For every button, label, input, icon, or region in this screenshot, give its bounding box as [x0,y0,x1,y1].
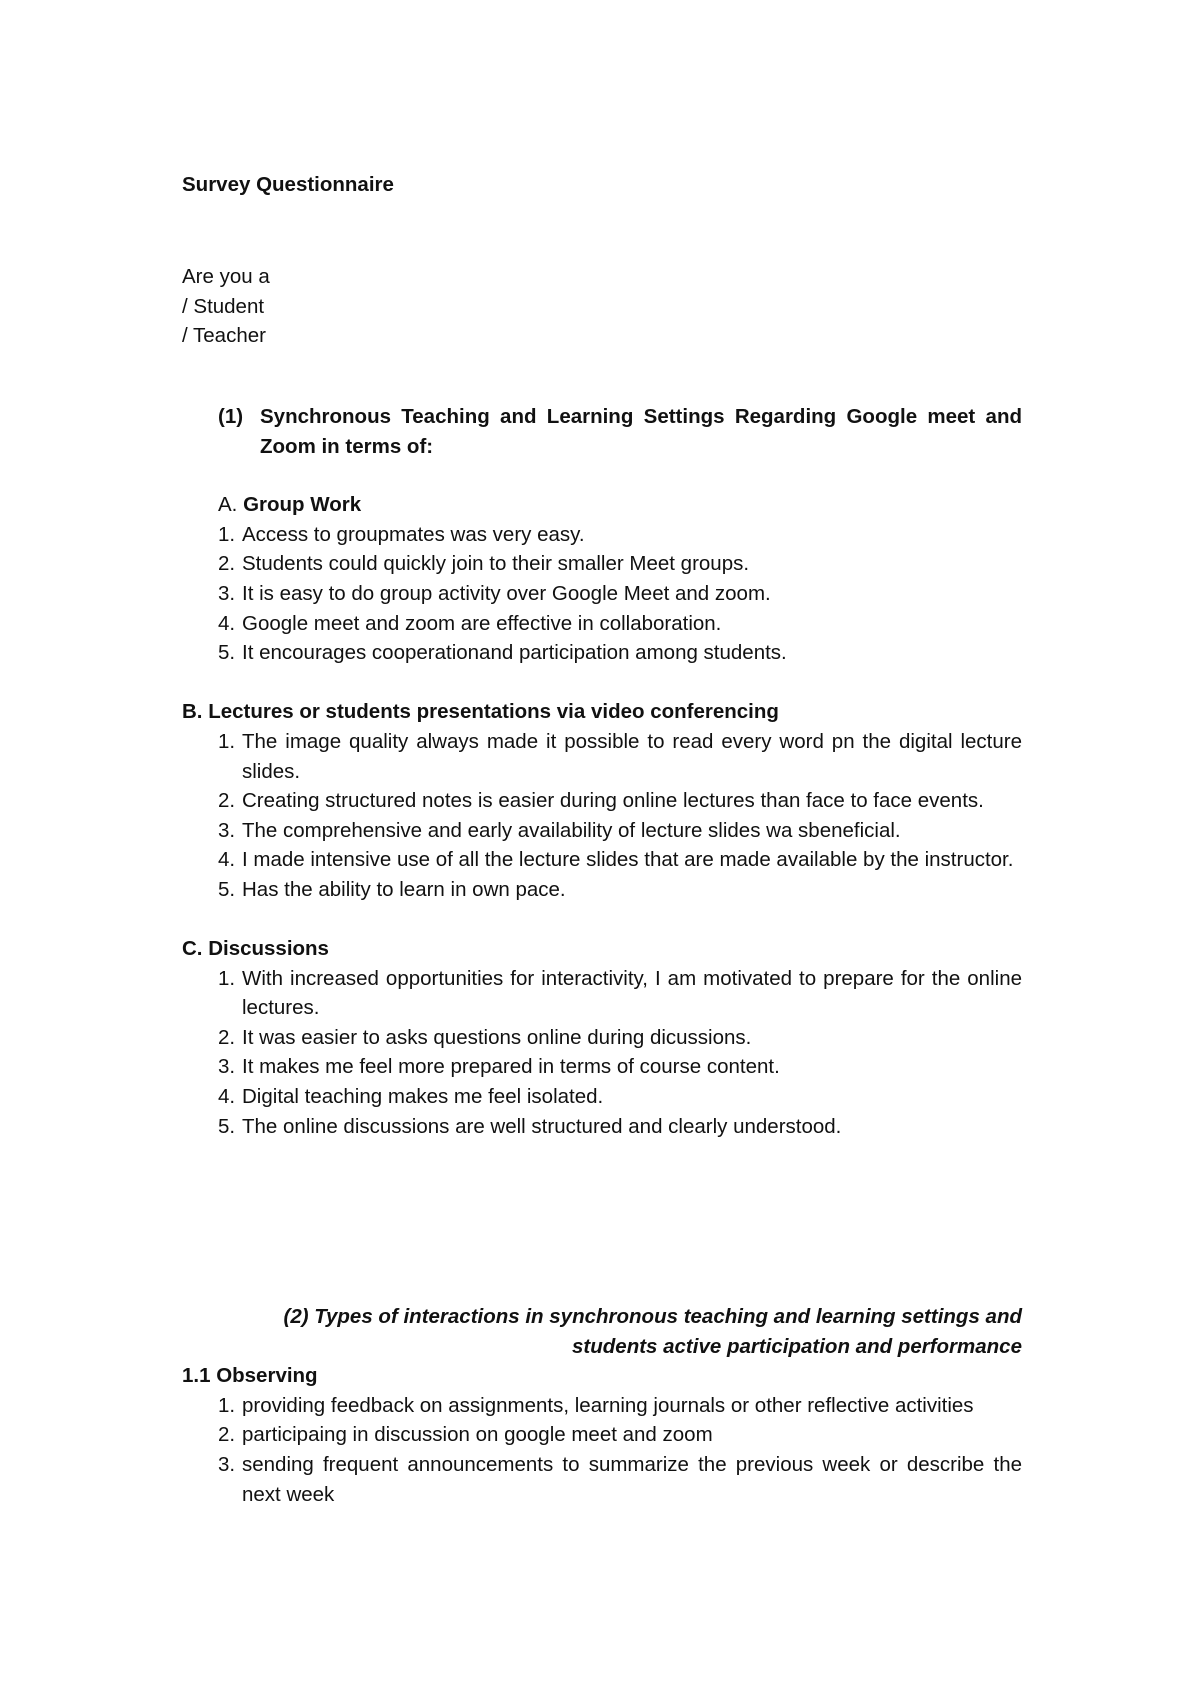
group-b-heading: B. Lectures or students presentations via video conferencing [182,700,779,724]
list-item: 1. The image quality always made it possible to read every word pn the digital lecture slides. [218,729,1022,783]
list-item: 4. Google meet and zoom are effective in collaboration. [218,611,722,635]
document-title: Survey Questionnaire [182,173,394,196]
list-item: 2. Students could quickly join to their smaller Meet groups. [218,552,750,576]
list-item: 1. providing feedback on assignments, learning journals or other reflective activities [218,1393,974,1417]
group-c-list [182,964,1022,1142]
respondent-question-block [182,262,270,351]
section-2-heading-line-1: (2) Types of interactions in synchronous teaching and learning settings and [283,1305,1022,1328]
group-a-heading [182,490,1022,520]
section-2-heading-line-2: students active participation and performance [572,1334,1022,1358]
list-item: 1. With increased opportunities for interactivity, I am motivated to prepare for the online lectures. [218,966,1022,1020]
respondent-question: Are you a [182,265,270,288]
list-item: 3. It is easy to do group activity over Google Meet and zoom. [218,581,771,605]
section-1-heading-text: Synchronous Teaching and Learning Settings Regarding Google meet and Zoom in terms of: [260,405,1022,458]
list-item: 2. Creating structured notes is easier during online lectures than face to face events. [218,789,984,813]
group-a-label: Group Work [243,493,362,517]
list-item: 2. participaing in discussion on google meet and zoom [218,1423,713,1447]
list-item: 3. The comprehensive and early availability of lecture slides wa sbeneficial. [218,818,901,842]
list-item: 3. It makes me feel more prepared in terms of course content. [218,1055,780,1079]
list-item: 2. It was easier to asks questions online during dicussions. [218,1025,752,1049]
respondent-option-student: / Student [182,294,265,318]
list-item: 5. It encourages cooperationand participation among students. [218,641,787,665]
section-2 [182,1302,1022,1509]
group-b-list [182,727,1022,905]
group-c-heading: C. Discussions [182,937,329,961]
group-a-prefix: A. [218,493,238,517]
list-item: 3. sending frequent announcements to summarize the previous week or describe the next week [218,1452,1022,1506]
list-item: 5. Has the ability to learn in own pace. [218,877,566,901]
section-2-heading [182,1302,1022,1361]
observing-list [182,1391,1022,1509]
subsection-observing-heading: 1.1 Observing [182,1364,318,1388]
list-item: 4. Digital teaching makes me feel isolated. [218,1085,604,1109]
list-item: 1. Access to groupmates was very easy. [218,522,585,546]
list-item: 4. I made intensive use of all the lecture slides that are made available by the instructor. [218,848,1014,872]
list-item: 5. The online discussions are well structured and clearly understood. [218,1114,842,1138]
group-a-list [182,520,1022,668]
section-1 [182,402,1022,1141]
respondent-option-teacher: / Teacher [182,324,266,348]
section-1-heading [182,402,1022,461]
section-1-marker: (1) [218,405,244,428]
